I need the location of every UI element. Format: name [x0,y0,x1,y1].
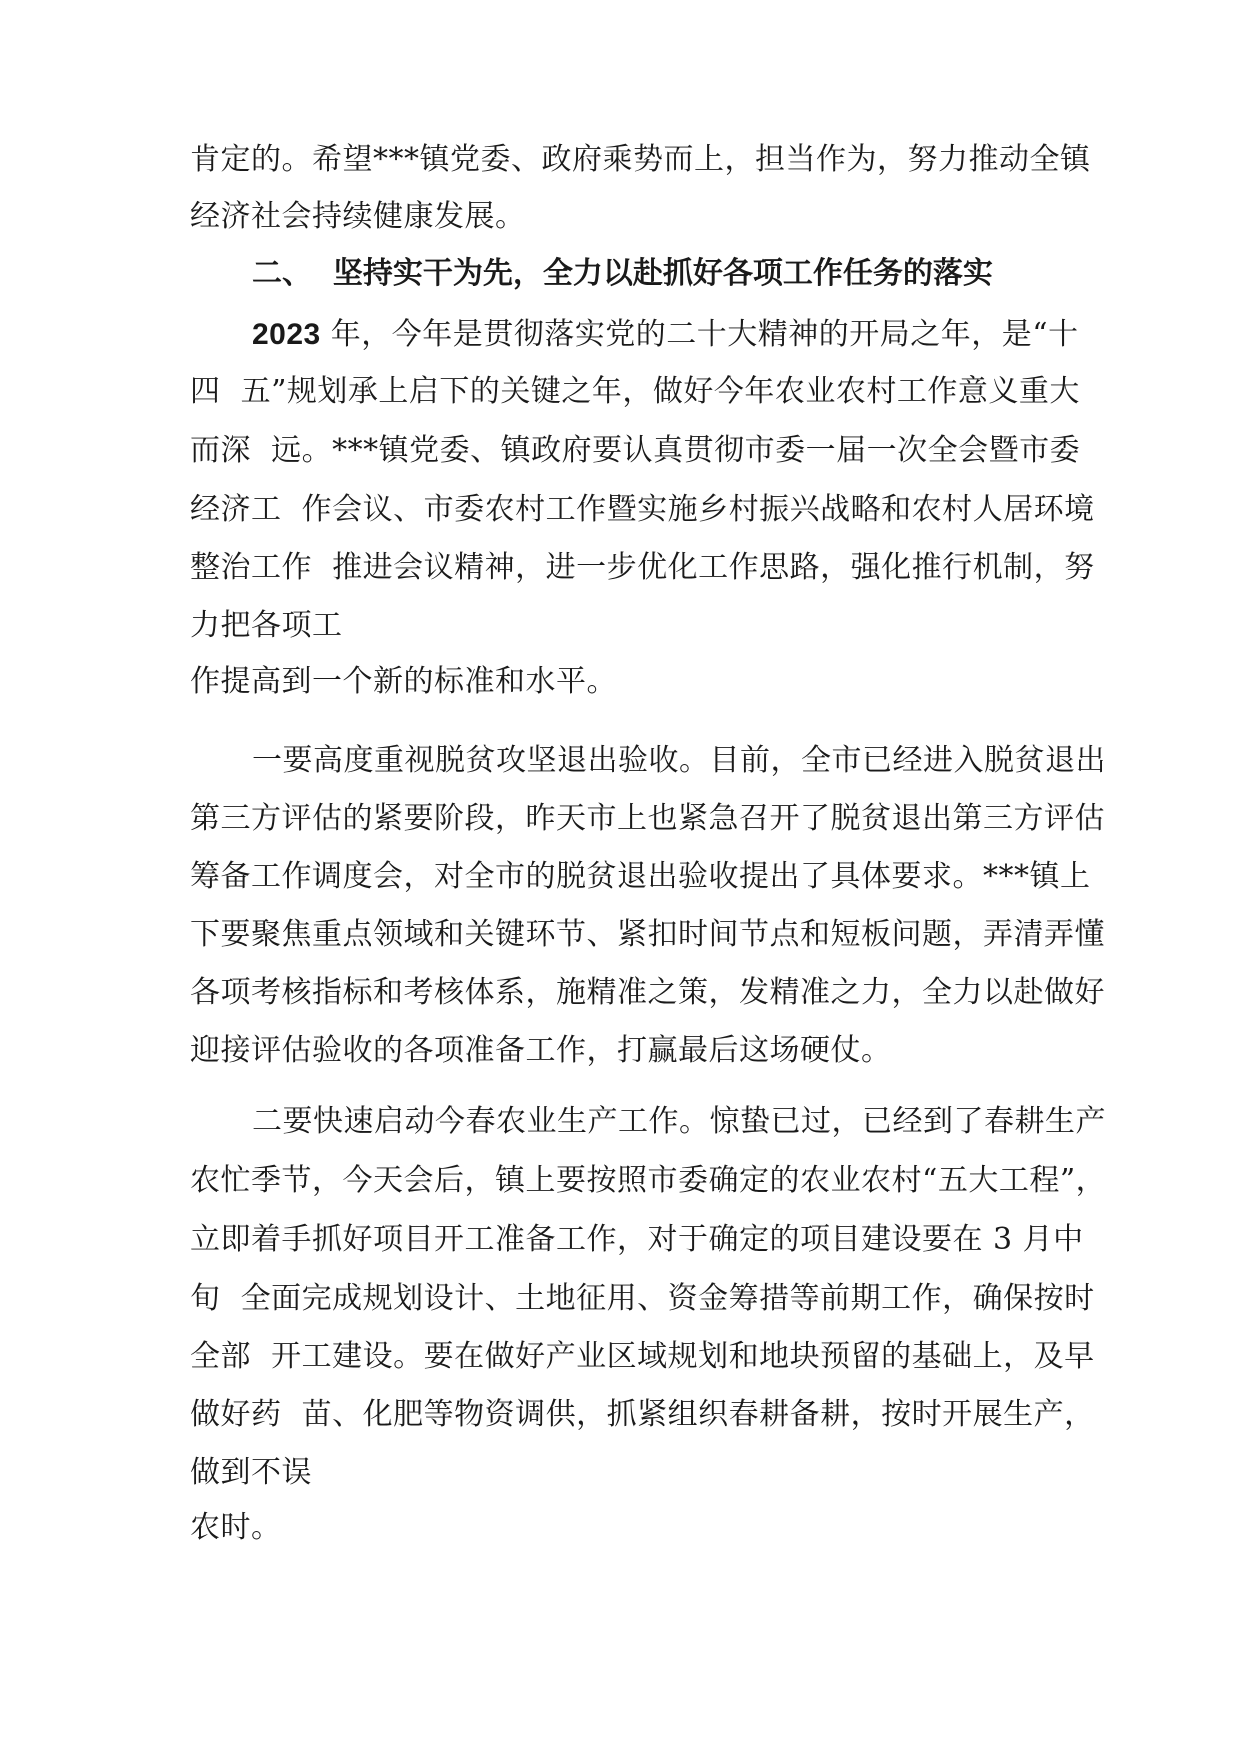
spring-line-5: 全部 开工建设。要在做好产业区域规划和地块预留的基础上，及早 [190,1339,1095,1374]
poverty-line-2: 第三方评估的紧要阶段，昨天市上也紧急召开了脱贫退出第三方评估 [190,801,1105,836]
spring-line-7: 做到不误 [190,1455,312,1490]
paragraph-2023-line-4: 经济工 作会议、市委农村工作暨实施乡村振兴战略和农村人居环境 [190,492,1095,527]
paragraph-2023-line-1-rest: 年，今年是贯彻落实党的二十大精神的开局之年，是“十 [320,317,1079,352]
spring-line-2: 农忙季节，今天会后，镇上要按照市委确定的农业农村“五大工程”， [190,1163,1107,1198]
paragraph-2023-line-2: 四 五”规划承上启下的关键之年，做好今年农业农村工作意义重大 [190,374,1080,409]
intro-line-1: 肯定的。希望***镇党委、政府乘势而上，担当作为，努力推动全镇 [190,142,1091,177]
paragraph-2023-line-7: 作提高到一个新的标准和水平。 [190,664,617,699]
poverty-line-1: 一要高度重视脱贫攻坚退出验收。目前，全市已经进入脱贫退出 [252,743,1106,778]
paragraph-2023-line-5: 整治工作 推进会议精神，进一步优化工作思路，强化推行机制，努 [190,550,1095,585]
intro-line-2: 经济社会持续健康发展。 [190,199,526,234]
spring-line-6: 做好药 苗、化肥等物资调供，抓紧组织春耕备耕，按时开展生产， [190,1397,1095,1432]
poverty-line-3: 筹备工作调度会，对全市的脱贫退出验收提出了具体要求。***镇上 [190,859,1091,894]
spring-line-1: 二要快速启动今春农业生产工作。惊蛰已过，已经到了春耕生产 [252,1104,1106,1139]
poverty-line-6: 迎接评估验收的各项准备工作，打赢最后这场硬仗。 [190,1033,892,1068]
section-two-heading: 二、 坚持实干为先，全力以赴抓好各项工作任务的落实 [252,256,993,291]
paragraph-2023-line-3: 而深 远。***镇党委、镇政府要认真贯彻市委一届一次全会暨市委 [190,433,1081,468]
year-label: 2023 [252,318,321,351]
spring-line-4: 旬 全面完成规划设计、土地征用、资金筹措等前期工作，确保按时 [190,1281,1095,1316]
spring-line-3: 立即着手抓好项目开工准备工作，对于确定的项目建设要在 3 月中 [190,1222,1084,1257]
paragraph-2023-line-6: 力把各项工 [190,608,343,643]
spring-line-8: 农时。 [190,1510,282,1545]
poverty-line-5: 各项考核指标和考核体系，施精准之策，发精准之力，全力以赴做好 [190,975,1105,1010]
poverty-line-4: 下要聚焦重点领域和关键环节、紧扣时间节点和短板问题，弄清弄懂 [190,917,1105,952]
paragraph-2023-line-1 [252,317,1079,352]
